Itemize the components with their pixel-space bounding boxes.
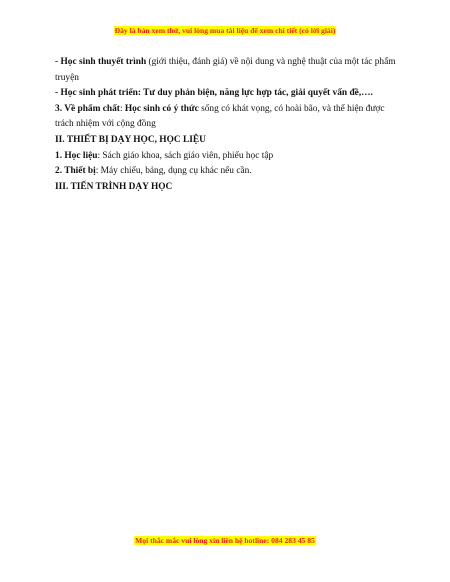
qualities-text: sống có khát vọng, có hoài bão, và thể hiện được trách nhiệm với cộng đồng <box>55 103 385 130</box>
preview-notice-banner <box>0 26 450 35</box>
section-heading-equipment <box>55 133 400 149</box>
item-materials <box>55 149 400 165</box>
paragraph-qualities <box>55 102 400 133</box>
presentation-text: (giới thiệu, đánh giá) về nội dung và nghệ thuật của một tác phẩm truyện <box>55 57 396 83</box>
development-text: - Học sinh phát triển: Tư duy phản biện, năng lực hợp tác, giải quyết vấn đề,…. <box>55 88 373 99</box>
paragraph-development <box>55 86 400 102</box>
hotline-banner <box>0 536 450 545</box>
paragraph-presentation <box>55 55 400 86</box>
devices-text: : Máy chiếu, bảng, dụng cụ khác nếu cần. <box>95 166 252 177</box>
materials-label: 1. Học liệu <box>55 150 98 161</box>
section-iii-title: III. TIẾN TRÌNH DẠY HỌC <box>55 181 173 192</box>
hotline-text: Mọi thắc mắc vui lòng xin liên hệ hotline: 084 283 45 85 <box>135 536 315 545</box>
devices-label: 2. Thiết bị <box>55 166 96 177</box>
preview-notice-text: Đây là bản xem thử, vui lòng mua tài liệu để xem chi tiết (có lời giải) <box>114 26 336 35</box>
qualities-lead: Học sinh có ý thức <box>124 103 199 114</box>
document-body <box>55 55 400 195</box>
qualities-colon: : <box>119 103 125 114</box>
qualities-heading: 3. Về phẩm chất <box>55 103 120 114</box>
section-ii-title: II. THIẾT BỊ DẠY HỌC, HỌC LIỆU <box>55 134 206 145</box>
section-heading-process <box>55 180 400 196</box>
presentation-lead: - Học sinh thuyết trình <box>55 57 147 67</box>
materials-text: : Sách giáo khoa, sách giáo viên, phiếu học tập <box>97 150 274 161</box>
item-devices <box>55 164 400 180</box>
